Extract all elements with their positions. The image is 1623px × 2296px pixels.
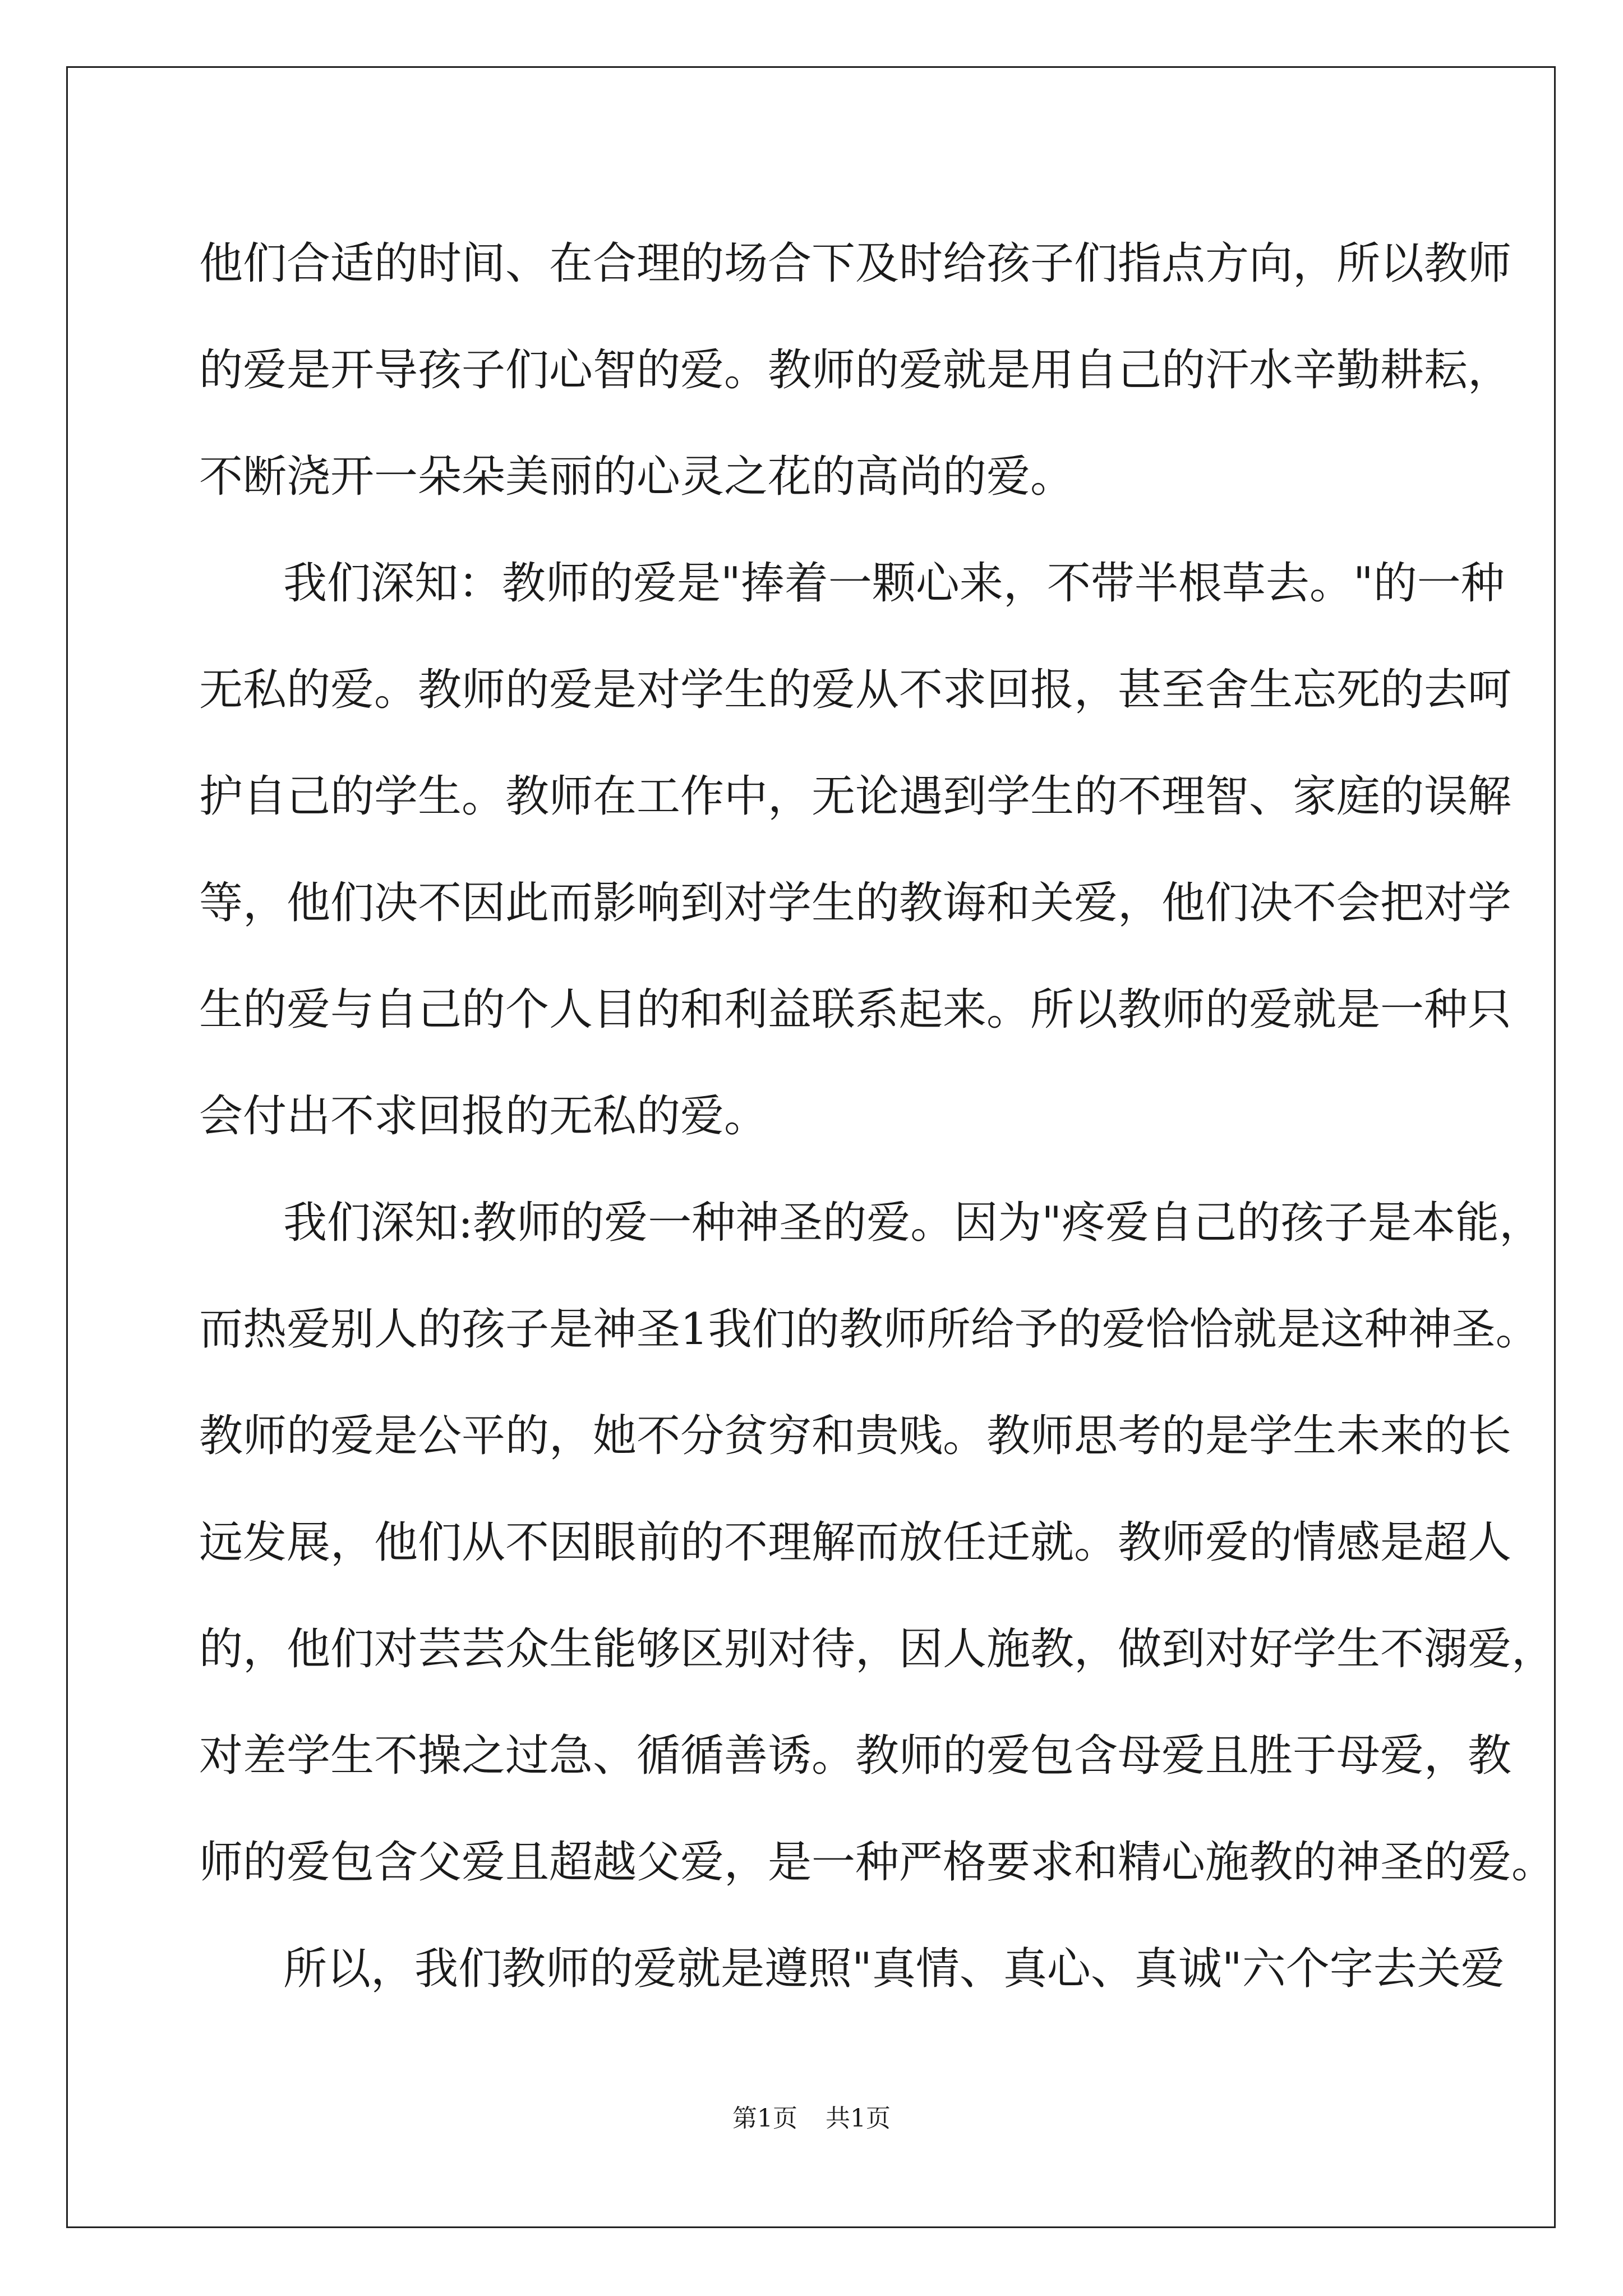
- page-number-current: 第1页: [732, 2104, 797, 2133]
- text-line: 的爱是开导孩子们心智的爱。教师的爱就是用自己的汗水辛勤耕耘，: [199, 345, 1512, 395]
- paragraph-first-line: 所以，我们教师的爱就是遵照"真情、真心、真诚"六个字去关爱: [283, 1944, 1505, 1994]
- page-footer: [0, 2098, 1623, 2134]
- text-line: 无私的爱。教师的爱是对学生的爱从不求回报，甚至舍生忘死的去呵: [199, 665, 1512, 715]
- text-line: 不断浇开一朵朵美丽的心灵之花的高尚的爱。: [199, 452, 1075, 502]
- document-body: [199, 210, 1556, 2022]
- paragraph-first-line: 我们深知:教师的爱一种神圣的爱。因为"疼爱自己的孩子是本能，: [283, 1198, 1543, 1248]
- paragraph-first-line: 我们深知：教师的爱是"捧着一颗心来，不带半根草去。"的一种: [283, 558, 1505, 609]
- text-line: 远发展，他们从不因眼前的不理解而放任迁就。教师爱的情感是超人: [199, 1517, 1512, 1568]
- text-line: 的，他们对芸芸众生能够区别对待，因人施教，做到对好学生不溺爱，: [199, 1624, 1556, 1674]
- text-line: 护自己的学生。教师在工作中，无论遇到学生的不理智、家庭的误解: [199, 771, 1512, 822]
- text-line: 会付出不求回报的无私的爱。: [199, 1091, 768, 1142]
- page-number-total: 共1页: [826, 2104, 891, 2133]
- text-line: 生的爱与自己的个人目的和利益联系起来。所以教师的爱就是一种只: [199, 984, 1512, 1035]
- text-line: 而热爱别人的孩子是神圣1我们的教师所给予的爱恰恰就是这种神圣。: [199, 1304, 1539, 1355]
- text-line: 等，他们决不因此而影响到对学生的教诲和关爱，他们决不会把对学: [199, 878, 1512, 928]
- text-line: 师的爱包含父爱且超越父爱，是一种严格要求和精心施教的神圣的爱。: [199, 1837, 1556, 1888]
- text-line: 他们合适的时间、在合理的场合下及时给孩子们指点方向，所以教师: [199, 238, 1512, 289]
- text-line: 教师的爱是公平的，她不分贫穷和贵贱。教师思考的是学生未来的长: [199, 1411, 1512, 1461]
- text-line: 对差学生不操之过急、循循善诱。教师的爱包含母爱且胜于母爱，教: [199, 1731, 1512, 1781]
